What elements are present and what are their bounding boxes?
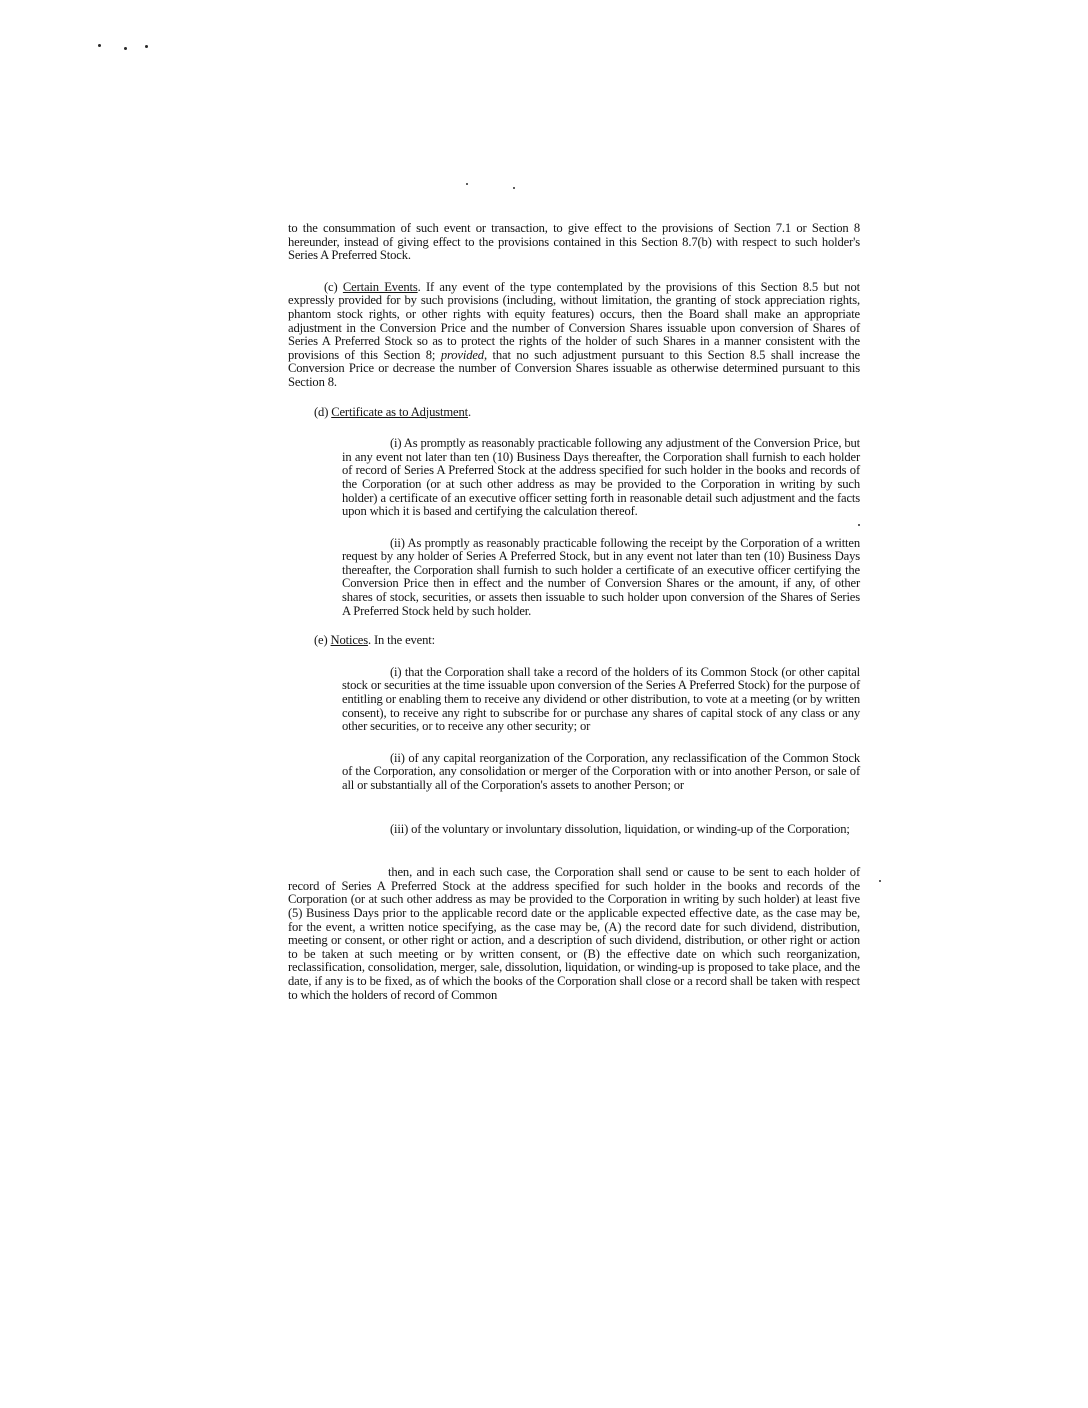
document-body — [288, 222, 860, 1002]
section-c-text-b: , that no such adjustment pursuant to this Section 8.5 shall increase the Conversion Price or decrease the number of Conversion Shares issuable as otherwise determined pursuant to this Section 8. — [288, 347, 860, 389]
section-e-item-i: (i) that the Corporation shall take a record of the holders of its Common Stock (or other capital stock or securities at the time issuable upon conversion of the Series A Preferred Stock) for the purpose of entitling or enabling them to receive any dividend or other distribution, to vote at a meeting (or by written consent), to receive any right to subscribe for or purchase any shares of capital stock of any class or any other securities, or to receive any other security; or — [342, 664, 860, 734]
section-e-item-ii: (ii) of any capital reorganization of the Corporation, any reclassification of the Common Stock of the Corporation, any consolidation or merger of the Corporation with or into another Person, or sale of all or substantially all of the Corporation's assets to another Person; or — [342, 750, 860, 792]
scan-speck — [145, 45, 148, 48]
section-d-item-ii: (ii) As promptly as reasonably practicable following the receipt by the Corporation of a written request by any holder of Series A Preferred Stock, but in any event not later than ten (10) Business Days thereafter, the Corporation shall furnish to such holder a certificate of an executive officer certifying the Conversion Price then in effect and the number of Conversion Shares or the amount, if any, of other shares of stock, securities, or assets then issuable to such holder upon conversion of the Shares of Series A Preferred Stock held by such holder. — [342, 535, 860, 618]
section-e-items — [288, 666, 860, 836]
section-d-item-i: (i) As promptly as reasonably practicable following any adjustment of the Conversion Price, but in any event not later than ten (10) Business Days thereafter, the Corporation shall furnish to each holder of record of Series A Preferred Stock at the address specified for such holder in the books and records of the Corporation (or at such other address as may be provided to the Corporation in writing by such holder) a certificate of an executive officer setting forth in reasonable detail such adjustment and the facts upon which it is based and certifying the calculation thereof. — [342, 436, 860, 519]
paragraph-continuation: to the consummation of such event or transaction, to give effect to the provisions of Section 7.1 or Section 8 hereunder, instead of giving effect to the provisions contained in this Section 8.7(b) with respect to such holder's Series A Preferred Stock. — [288, 221, 860, 263]
section-d-items — [288, 437, 860, 618]
section-e-label: (e) — [314, 633, 331, 648]
section-c-provided: provided — [440, 347, 484, 362]
scan-speck — [513, 187, 515, 189]
notice-paragraph: then, and in each such case, the Corporation shall send or cause to be sent to each holder of record of Series A Preferred Stock at the address specified for such holder in the books and records of the Corporation (or at such other address as may be provided to the Corporation in writing by such holder) at least five (5) Business Days prior to the applicable record date or the applicable expected effective date, as the case may be, for the event, a written notice specifying, as the case may be, (A) the record date for such dividend, distribution, meeting or consent, or other right or action, and a description of such dividend, distribution, or other right or action to be taken at such meeting or by written consent, or (B) the effective date on which such reorganization, reclassification, consolidation, merger, sale, dissolution, liquidation, or winding-up is proposed to take place, and the date, if any is to be fixed, as of which the books of the Corporation shall close or a record shall be taken with respect to which the holders of record of Common — [288, 865, 860, 1002]
section-d-heading-line — [288, 406, 860, 420]
section-c-text-a: . If any event of the type contemplated by the provisions of this Section 8.5 but not expressly provided for by such provisions (including, without limitation, the granting of stock appreciation rights, phantom stock rights, or other rights with equity features) occurs, then the Board shall make an appropriate adjustment in the Conversion Price and the number of Conversion Shares issuable upon conversion of Shares of Series A Preferred Stock so as to protect the rights of the holder of such Shares in a manner consistent with the provisions of this Section 8; — [288, 279, 860, 362]
section-e-text: . In the event: — [367, 633, 435, 648]
section-c-label: (c) — [324, 279, 343, 294]
scan-speck — [466, 183, 468, 185]
section-c-heading: Certain Events — [342, 279, 418, 294]
section-d-heading: Certificate as to Adjustment — [331, 404, 468, 419]
section-e-item-iii: (iii) of the voluntary or involuntary dissolution, liquidation, or winding-up of the Corporation; — [390, 821, 850, 836]
section-e-heading-line — [288, 634, 860, 648]
section-d-label: (d) — [314, 404, 332, 419]
scan-speck — [98, 44, 101, 47]
section-d-period: . — [467, 404, 471, 419]
section-e-heading: Notices — [330, 633, 368, 648]
section-c-certain-events — [288, 281, 860, 390]
scan-speck — [879, 880, 881, 882]
scan-speck — [124, 47, 127, 50]
